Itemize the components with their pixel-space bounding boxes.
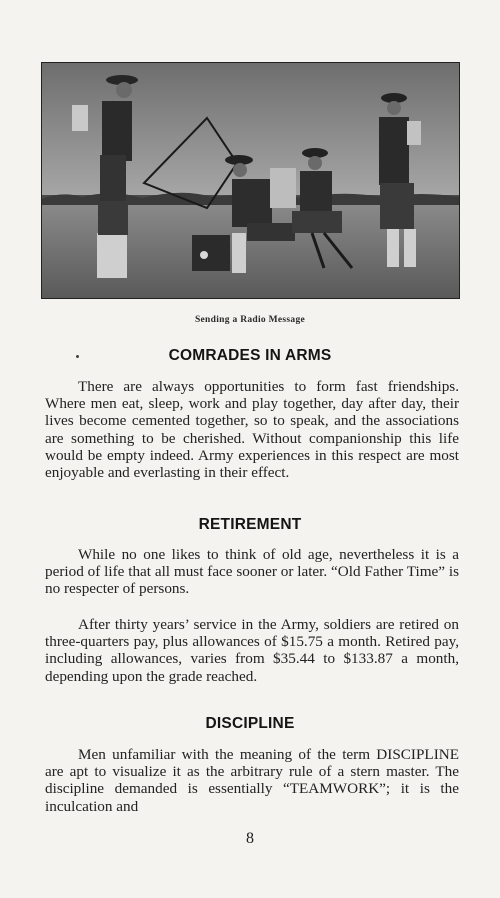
paragraph-comrades: There are always opportunities to form fast friendships. Where men eat, sleep, work and play together, day after day, their lives become cemented together, so to speak, and the associations are something to be cherished. Without companionship this life would be empty indeed. Army experiences in this respect are most enjoyable and everlasting in their effect. [45, 378, 459, 482]
paragraph-retirement-1: While no one likes to think of old age, nevertheless it is a period of life that all must face sooner or later. “Old Father Time” is no respecter of persons. [45, 546, 459, 598]
heading-comrades-in-arms: COMRADES IN ARMS [168, 347, 332, 364]
paragraph-discipline: Men unfamiliar with the meaning of the term DISCIPLINE are apt to visualize it as the arbitrary rule of a stern master. The discipline demanded is essentially “TEAMWORK”; it is the inculcation and [45, 746, 459, 815]
radio-message-photo [41, 62, 460, 299]
soldiers-photo-illustration [42, 63, 459, 298]
heading-discipline: DISCIPLINE [205, 715, 295, 732]
page-number: 8 [246, 830, 254, 847]
heading-retirement: RETIREMENT [198, 516, 302, 533]
paragraph-retirement-2: After thirty years’ service in the Army, soldiers are retired on three-quarters pay, plus allowances of $15.75 a month. Retired pay, including allowances, varies from $35.44 to $133.87 a month, depending upon the grade reached. [45, 616, 459, 685]
photo-caption: Sending a Radio Message [194, 315, 306, 325]
